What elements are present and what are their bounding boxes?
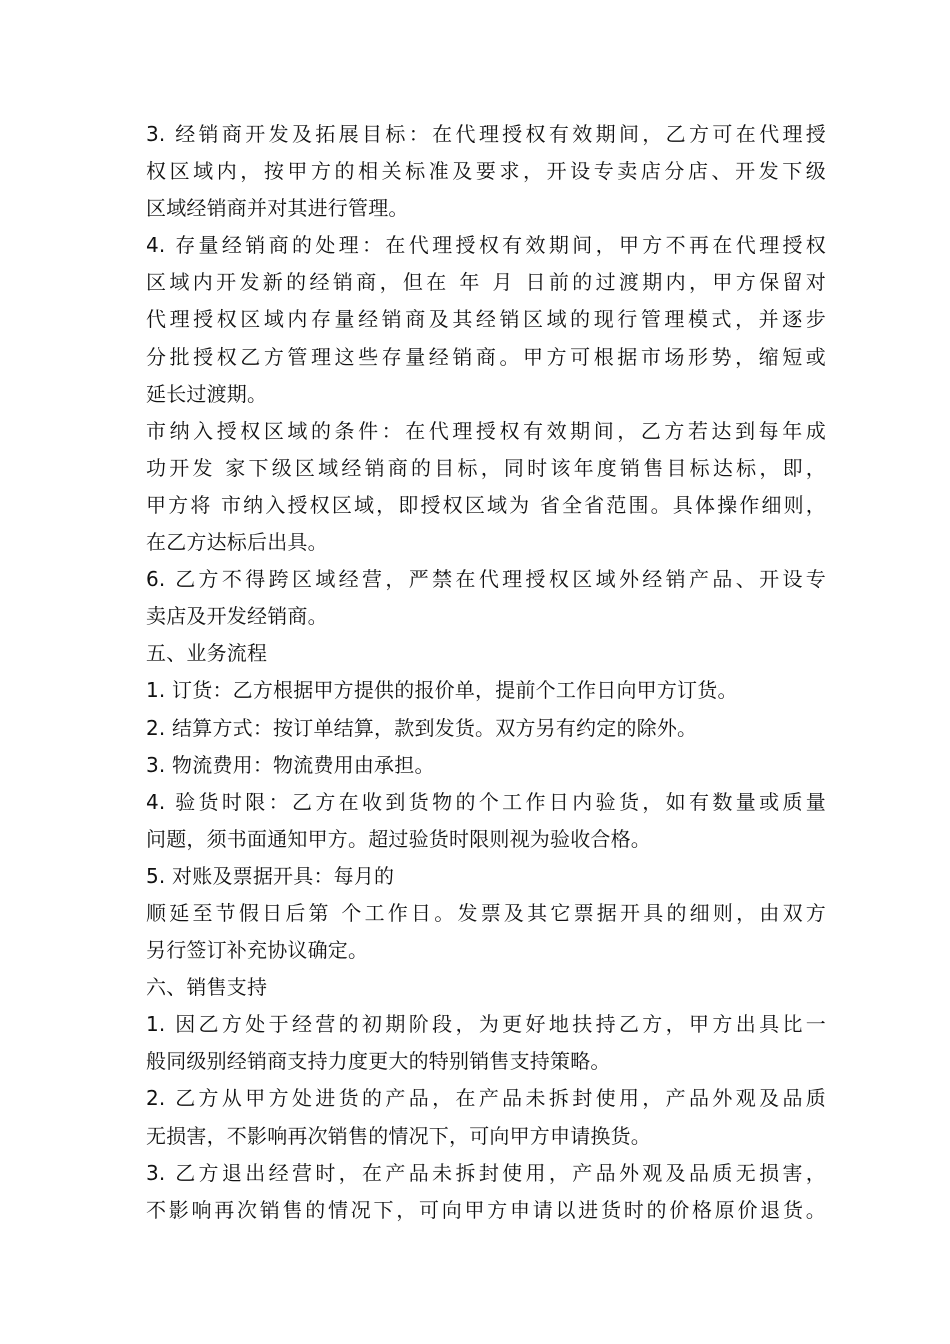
text-line: 般同级别经销商支持力度更大的特别销售支持策略。 (146, 1049, 611, 1074)
text-line: 五、业务流程 (146, 641, 268, 666)
text-line: 区域经销商并对其进行管理。 (146, 196, 409, 221)
text-line: 2. 乙方从甲方处进货的产品，在产品未拆封使用，产品外观及品质 (146, 1086, 826, 1111)
text-line: 在乙方达标后出具。 (146, 530, 328, 555)
document-body (146, 116, 826, 1229)
text-line: 区域内开发新的经销商，但在 年 月 日前的过渡期内，甲方保留对 (146, 270, 826, 295)
text-line: 权区域内，按甲方的相关标准及要求，开设专卖店分店、开发下级 (146, 159, 826, 184)
text-line: 分批授权乙方管理这些存量经销商。甲方可根据市场形势，缩短或 (146, 344, 826, 369)
text-line: 代理授权区域内存量经销商及其经销区域的现行管理模式，并逐步 (146, 307, 826, 332)
text-line: 另行签订补充协议确定。 (146, 938, 369, 963)
text-line: 不影响再次销售的情况下，可向甲方申请以进货时的价格原价退货。 (146, 1197, 826, 1222)
text-line: 问题，须书面通知甲方。超过验货时限则视为验收合格。 (146, 826, 651, 851)
text-line: 顺延至节假日后第 个工作日。发票及其它票据开具的细则，由双方 (146, 900, 826, 925)
text-line: 4. 存量经销商的处理：在代理授权有效期间，甲方不再在代理授权 (146, 233, 826, 258)
text-line: 卖店及开发经销商。 (146, 604, 328, 629)
text-line: 5. 对账及票据开具：每月的 (146, 863, 395, 888)
text-line: 3. 乙方退出经营时，在产品未拆封使用，产品外观及品质无损害， (146, 1160, 826, 1185)
text-line: 延长过渡期。 (146, 381, 268, 406)
text-line: 六、销售支持 (146, 975, 268, 1000)
text-line: 6. 乙方不得跨区域经营，严禁在代理授权区域外经销产品、开设专 (146, 567, 826, 592)
text-line: 1. 订货：乙方根据甲方提供的报价单，提前个工作日向甲方订货。 (146, 678, 738, 703)
text-line: 无损害，不影响再次销售的情况下，可向甲方申请换货。 (146, 1123, 651, 1148)
text-line: 甲方将 市纳入授权区域，即授权区域为 省全省范围。具体操作细则， (146, 492, 826, 517)
text-line: 3. 经销商开发及拓展目标：在代理授权有效期间，乙方可在代理授 (146, 122, 826, 146)
text-line: 2. 结算方式：按订单结算，款到发货。双方另有约定的除外。 (146, 715, 698, 740)
text-line: 市纳入授权区域的条件：在代理授权有效期间，乙方若达到每年成 (146, 418, 826, 443)
text-line: 3. 物流费用：物流费用由承担。 (146, 752, 435, 777)
text-line: 功开发 家下级区域经销商的目标，同时该年度销售目标达标，即， (146, 455, 826, 480)
text-line: 4. 验货时限：乙方在收到货物的个工作日内验货，如有数量或质量 (146, 789, 826, 814)
text-line: 1. 因乙方处于经营的初期阶段，为更好地扶持乙方，甲方出具比一 (146, 1012, 826, 1037)
